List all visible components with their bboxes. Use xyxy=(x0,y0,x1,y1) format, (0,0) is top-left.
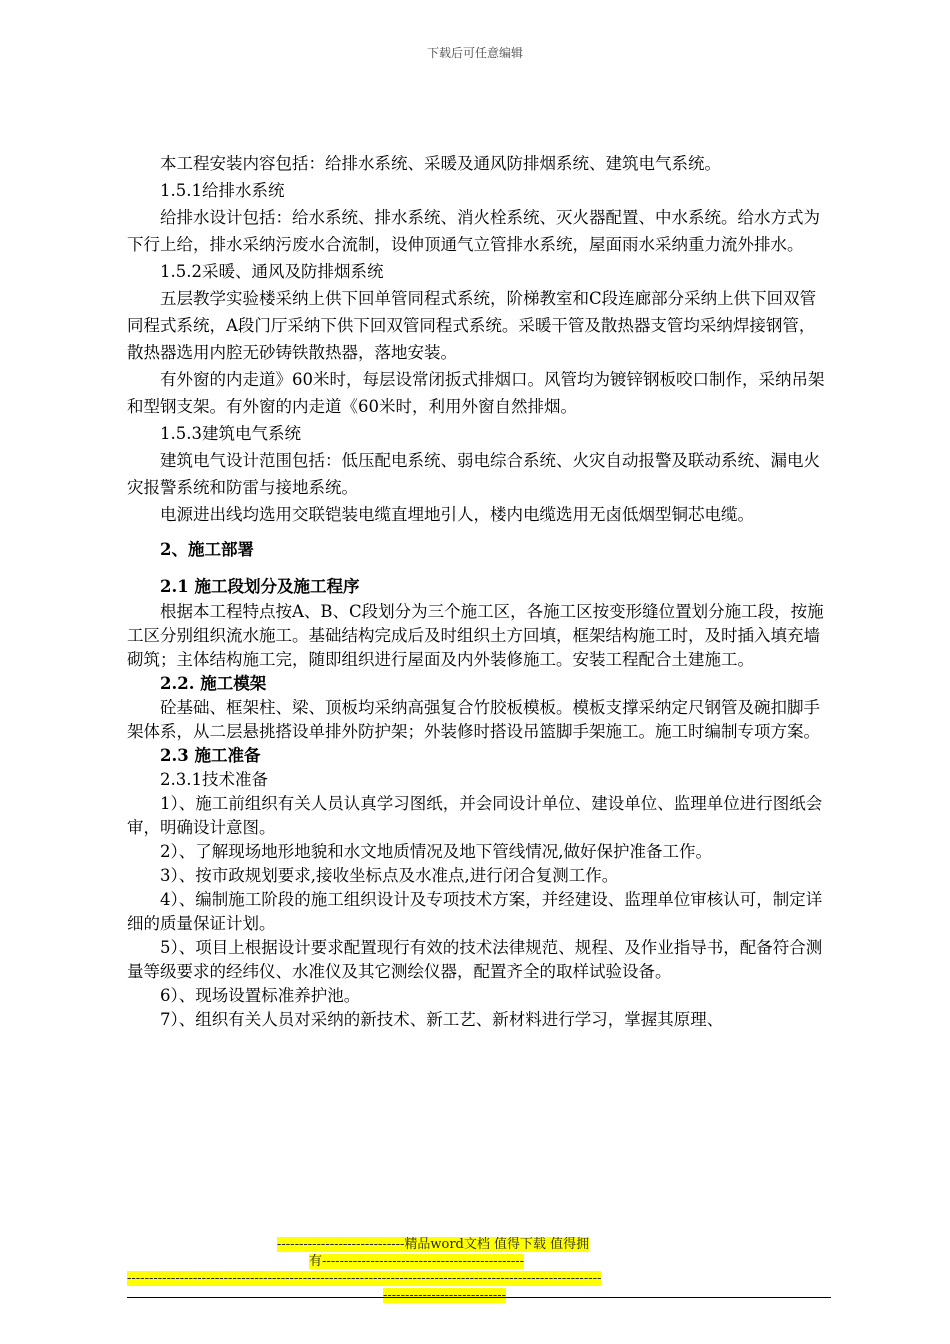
footer-line-1: -----------------------------精品word文档 值得下载 值得拥 xyxy=(277,1237,590,1252)
footer-rule xyxy=(127,1297,831,1298)
footer-line-3: ------------------------------------------------------------------------------------------------------------ xyxy=(127,1271,602,1286)
paragraph: 5）、项目上根据设计要求配置现行有效的技术法律规范、规程、及作业指导书，配备符合测量等级要求的经纬仪、水准仪及其它测绘仪器，配置齐全的取样试验设备。 xyxy=(127,938,823,981)
page-header: 下载后可任意编辑 xyxy=(426,46,523,60)
section-heading: 2、施工部署 xyxy=(160,540,254,559)
paragraph: 砼基础、框架柱、梁、顶板均采纳高强复合竹胶板模板。模板支撑采纳定尺钢管及碗扣脚手架体系，从二层悬挑搭设单排外防护架；外装修时搭设吊篮脚手架施工。施工时编制专项方案。 xyxy=(127,698,820,741)
paragraph: 有外窗的内走道》60米时，每层设常闭扳式排烟口。风管均为镀锌钢板咬口制作，采纳吊架和型钢支架。有外窗的内走道《60米时，利用外窗自然排烟。 xyxy=(127,370,825,416)
page-footer xyxy=(127,1236,831,1304)
paragraph: 根据本工程特点按A、B、C段划分为三个施工区，各施工区按变形缝位置划分施工段，按施工区分别组织流水施工。基础结构完成后及时组织土方回填，框架结构施工时，及时插入填充墙砌筑；主体结构施工完，随即组织进行屋面及内外装修施工。安装工程配合土建施工。 xyxy=(127,602,824,669)
paragraph: 1.5.1给排水系统 xyxy=(160,181,285,200)
paragraph: 给排水设计包括：给水系统、排水系统、消火栓系统、灭火器配置、中水系统。给水方式为下行上给，排水采纳污废水合流制，设伸顶通气立管排水系统，屋面雨水采纳重力流外排水。 xyxy=(127,208,820,254)
paragraph: 7）、组织有关人员对采纳的新技术、新工艺、新材料进行学习，掌握其原理、 xyxy=(160,1010,724,1029)
paragraph: 电源进出线均选用交联铠装电缆直埋地引人，楼内电缆选用无卤低烟型铜芯电缆。 xyxy=(160,505,754,524)
paragraph: 1.5.2采暖、通风及防排烟系统 xyxy=(160,262,384,281)
section-heading: 2.3 施工准备 xyxy=(160,746,261,765)
paragraph: 3）、按市政规划要求,接收坐标点及水准点,进行闭合复测工作。 xyxy=(160,866,619,885)
paragraph: 2）、了解现场地形地貌和水文地质情况及地下管线情况,做好保护准备工作。 xyxy=(160,842,712,861)
paragraph: 1）、施工前组织有关人员认真学习图纸，并会同设计单位、建设单位、监理单位进行图纸会审，明确设计意图。 xyxy=(127,794,823,837)
paragraph: 本工程安装内容包括：给排水系统、采暖及通风防排烟系统、建筑电气系统。 xyxy=(160,154,721,173)
paragraph: 五层教学实验楼采纳上供下回单管同程式系统，阶梯教室和C段连廊部分采纳上供下回双管同程式系统，A段门厅采纳下供下回双管同程式系统。采暖干管及散热器支管均采纳焊接钢管，散热器选用内腔无砂铸铁散热器，落地安装。 xyxy=(127,289,817,362)
section-heading: 2.1 施工段划分及施工程序 xyxy=(160,577,360,596)
paragraph: 6）、现场设置标准养护池。 xyxy=(160,986,361,1005)
document-body xyxy=(127,150,831,1032)
paragraph: 建筑电气设计范围包括：低压配电系统、弱电综合系统、火灾自动报警及联动系统、漏电火灾报警系统和防雷与接地系统。 xyxy=(127,451,820,497)
section-heading: 2.2. 施工模架 xyxy=(160,674,267,693)
footer-line-4: ---------------------------- xyxy=(383,1288,506,1303)
footer-line-2: 有---------------------------------------------- xyxy=(309,1254,525,1269)
paragraph: 1.5.3建筑电气系统 xyxy=(160,424,301,443)
paragraph: 4）、编制施工阶段的施工组织设计及专项技术方案，并经建设、监理单位审核认可，制定详细的质量保证计划。 xyxy=(127,890,823,933)
paragraph: 2.3.1技术准备 xyxy=(160,770,268,789)
